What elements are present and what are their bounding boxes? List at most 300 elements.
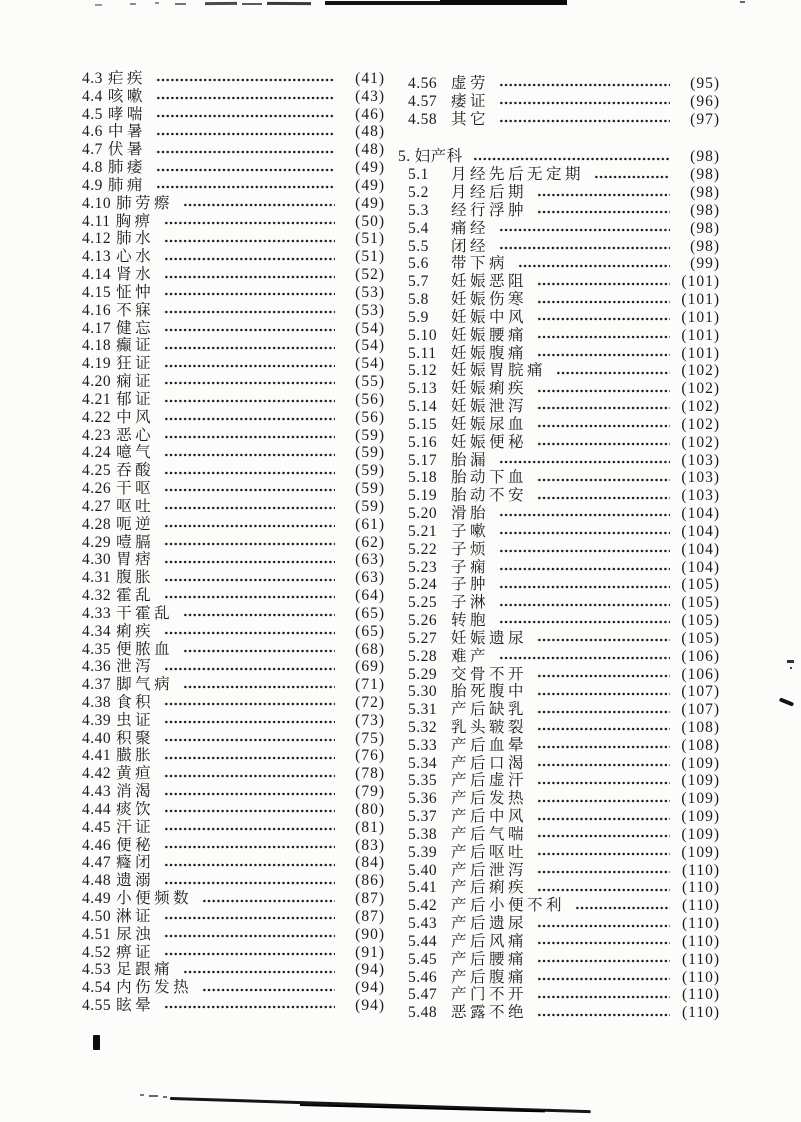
scan-smudge-top [175, 3, 186, 5]
entry-number: 5.2 [408, 184, 429, 202]
entry-title: 小便频数 [116, 890, 193, 908]
dot-leader [163, 736, 335, 744]
toc-entry [408, 933, 720, 951]
dot-leader [163, 700, 335, 708]
toc-entry [408, 327, 720, 345]
dot-leader [536, 191, 670, 199]
toc-entry [82, 123, 385, 141]
dot-leader [498, 226, 670, 234]
toc-entry [82, 159, 385, 177]
toc-entry [408, 469, 720, 487]
toc-entry [82, 337, 385, 355]
toc-entry [408, 541, 720, 559]
entry-number: 4.58 [408, 110, 438, 128]
entry-number: 5.43 [408, 915, 438, 933]
entry-page-number: (101) [681, 344, 720, 362]
entry-number: 4.13 [82, 248, 112, 266]
toc-entry [82, 498, 385, 516]
dot-leader [536, 422, 670, 430]
entry-number: 4.28 [82, 515, 112, 533]
dot-leader [536, 351, 670, 359]
entry-title: 产后口渴 [451, 754, 528, 772]
dot-leader [536, 280, 670, 288]
entry-page-number: (104) [681, 505, 720, 523]
toc-entry [408, 969, 720, 987]
entry-title: 妊娠尿血 [451, 415, 528, 433]
entry-page-number: (104) [681, 558, 720, 576]
dot-leader [536, 404, 670, 412]
dot-leader [163, 344, 335, 352]
entry-number: 5.19 [408, 487, 438, 505]
dot-leader [536, 797, 670, 805]
entry-number: 5.26 [408, 612, 438, 630]
entry-number: 5.1 [408, 166, 429, 184]
dot-leader [498, 583, 670, 591]
entry-number: 5.32 [408, 718, 438, 736]
entry-number: 4.17 [82, 319, 112, 337]
toc-entry [82, 765, 385, 783]
entry-page-number: (87) [355, 907, 385, 925]
entry-page-number: (95) [690, 75, 720, 92]
entry-title: 产后痢疾 [451, 879, 528, 897]
entry-number: 4.49 [82, 890, 112, 908]
entry-number: 5.27 [408, 629, 438, 647]
entry-number: 5.41 [408, 879, 438, 897]
scan-speck-right-margin [790, 667, 792, 669]
dot-leader [163, 576, 335, 584]
dot-leader [163, 950, 335, 958]
dot-leader [163, 237, 335, 245]
toc-entry [82, 926, 385, 944]
entry-number: 5.33 [408, 736, 438, 754]
entry-title: 月经后期 [451, 184, 528, 202]
toc-entry [408, 559, 720, 577]
entry-title: 月经先后无定期 [451, 166, 585, 184]
entry-page-number: (103) [681, 487, 720, 505]
entry-number: 4.31 [82, 569, 112, 587]
entry-page-number: (90) [355, 925, 385, 943]
entry-page-number: (98) [690, 201, 720, 219]
entry-page-number: (91) [355, 943, 385, 961]
entry-number: 5.15 [408, 415, 438, 433]
scan-speck-right-margin [787, 660, 794, 663]
entry-page-number: (63) [355, 569, 385, 587]
toc-entry [82, 213, 385, 231]
entry-page-number: (98) [690, 219, 720, 237]
entry-page-number: (106) [681, 647, 720, 665]
entry-page-number: (107) [681, 701, 720, 719]
entry-page-number: (81) [355, 818, 385, 836]
entry-page-number: (53) [355, 283, 385, 301]
scan-smudge-top [130, 3, 136, 5]
entry-number: 4.46 [82, 836, 112, 854]
toc-entry [408, 915, 720, 933]
entry-title: 伏暑 [107, 141, 146, 159]
entry-title: 虚劳 [451, 75, 490, 92]
entry-title: 哮喘 [107, 105, 146, 123]
dot-leader [163, 879, 335, 887]
toc-entry [408, 1004, 720, 1022]
entry-page-number: (109) [681, 808, 720, 826]
entry-title: 臌胀 [116, 747, 155, 765]
entry-title: 妊娠痢疾 [451, 380, 528, 398]
toc-entry [82, 783, 385, 801]
entry-number: 5.34 [408, 754, 438, 772]
entry-title: 产后发热 [451, 790, 528, 808]
dot-leader [498, 565, 670, 573]
entry-title: 干呕 [116, 480, 155, 498]
entry-page-number: (105) [681, 612, 720, 630]
entry-title: 狂证 [116, 355, 155, 373]
entry-number: 4.55 [82, 997, 112, 1015]
entry-number: 5.20 [408, 505, 438, 523]
toc-entry [82, 587, 385, 605]
dot-leader [574, 904, 670, 912]
entry-number: 5.17 [408, 451, 438, 469]
entry-number: 5.7 [408, 273, 429, 291]
entry-number: 5.21 [408, 522, 438, 540]
dot-leader [163, 273, 335, 281]
entry-page-number: (101) [681, 326, 720, 344]
entry-title: 肺水 [116, 230, 155, 248]
dot-leader [536, 708, 670, 716]
entry-page-number: (97) [690, 110, 720, 128]
toc-entry [408, 202, 720, 220]
entry-title: 滑胎 [451, 505, 490, 523]
entry-page-number: (102) [681, 415, 720, 433]
entry-title: 妊娠恶阻 [451, 273, 528, 291]
entry-number: 5.44 [408, 932, 438, 950]
dot-leader [182, 201, 335, 209]
entry-title: 胸痹 [115, 212, 154, 230]
entry-number: 4.47 [82, 854, 112, 872]
entry-number: 4.22 [82, 408, 112, 426]
entry-page-number: (48) [355, 141, 385, 159]
dot-leader [536, 476, 670, 484]
dot-leader [155, 166, 335, 174]
entry-page-number: (76) [355, 747, 385, 765]
dot-leader [536, 832, 670, 840]
entry-number: 4.16 [82, 301, 112, 319]
toc-entry [82, 141, 385, 159]
dot-leader [163, 469, 335, 477]
toc-entry [408, 666, 720, 684]
dot-leader [498, 618, 670, 626]
entry-title: 妊娠腹痛 [451, 344, 528, 362]
dot-leader [536, 440, 670, 448]
scan-smudge-top [155, 2, 159, 4]
entry-title: 痿证 [451, 92, 490, 110]
toc-entry [82, 480, 385, 498]
dot-leader [536, 333, 670, 341]
entry-number: 5.25 [408, 594, 438, 612]
dot-leader [163, 843, 335, 851]
entry-title: 干霍乱 [116, 604, 174, 622]
dot-leader [498, 547, 670, 555]
toc-entry [82, 88, 385, 106]
toc-entry [408, 879, 720, 897]
scan-smudge-top [267, 2, 311, 5]
entry-number: 5.22 [408, 540, 438, 558]
entry-page-number: (110) [682, 932, 720, 950]
entry-page-number: (107) [681, 683, 720, 701]
toc-entry [82, 623, 385, 641]
entry-page-number: (48) [355, 123, 385, 141]
entry-page-number: (50) [355, 212, 385, 230]
toc-entry [82, 872, 385, 890]
dot-leader [163, 593, 335, 601]
entry-number: 4.40 [82, 729, 112, 747]
entry-title: 产后遗尿 [451, 915, 528, 933]
entry-number: 4.42 [82, 765, 112, 783]
dot-leader [536, 957, 670, 965]
dot-leader [536, 690, 670, 698]
entry-number: 4.27 [82, 497, 112, 515]
entry-number: 5.16 [408, 433, 438, 451]
toc-entry [82, 230, 385, 248]
entry-title: 吞酸 [116, 462, 155, 480]
entry-number: 4.3 [82, 70, 103, 87]
toc-entry [408, 576, 720, 594]
entry-number: 5.35 [408, 772, 438, 790]
entry-number: 4.35 [82, 640, 112, 658]
entry-number: 5. [398, 148, 411, 166]
toc-entry [408, 737, 720, 755]
toc-entry [408, 523, 720, 541]
toc-entry [398, 148, 720, 166]
dot-leader [163, 326, 335, 334]
toc-entry [408, 808, 720, 826]
entry-page-number: (54) [355, 355, 385, 373]
toc-entry [408, 612, 720, 630]
toc-entry [408, 505, 720, 523]
entry-title: 足跟痛 [116, 961, 174, 979]
scan-speck-bottom [163, 1096, 167, 1098]
dot-leader [536, 922, 670, 930]
toc-entry [82, 944, 385, 962]
entry-title: 产后腰痛 [451, 950, 528, 968]
toc-entry [408, 630, 720, 648]
entry-title: 产后呕吐 [451, 843, 528, 861]
entry-title: 难产 [451, 647, 490, 665]
entry-page-number: (98) [690, 237, 720, 255]
entry-title: 中风 [116, 408, 155, 426]
entry-title: 痹证 [116, 943, 155, 961]
entry-number: 4.18 [82, 337, 112, 355]
entry-page-number: (46) [355, 105, 385, 123]
entry-page-number: (75) [355, 729, 385, 747]
toc-entry [408, 75, 720, 93]
entry-number: 4.33 [82, 604, 112, 622]
toc-entry [408, 986, 720, 1004]
entry-number: 5.14 [408, 398, 438, 416]
entry-number: 4.9 [82, 176, 103, 194]
toc-entry [408, 755, 720, 773]
entry-page-number: (102) [681, 433, 720, 451]
entry-title: 泄泻 [116, 658, 155, 676]
entry-title: 子淋 [451, 594, 490, 612]
entry-number: 4.7 [82, 141, 103, 159]
entry-page-number: (68) [355, 640, 385, 658]
entry-page-number: (103) [681, 451, 720, 469]
dot-leader [163, 397, 335, 405]
dot-leader [163, 754, 335, 762]
entry-title: 转胞 [451, 612, 490, 630]
toc-entry [82, 979, 385, 997]
entry-page-number: (71) [355, 676, 385, 694]
toc-entry [82, 177, 385, 195]
scan-speck [740, 1, 745, 3]
scan-smudge-top [242, 3, 262, 5]
entry-title: 经行浮肿 [451, 201, 528, 219]
entry-number: 4.23 [82, 426, 112, 444]
toc-entry [408, 309, 720, 327]
entry-title: 虫证 [116, 711, 155, 729]
entry-number: 4.11 [82, 212, 111, 230]
dot-leader [163, 219, 335, 227]
entry-title: 健忘 [116, 319, 155, 337]
entry-number: 5.5 [408, 237, 429, 255]
entry-page-number: (94) [355, 997, 385, 1015]
toc-entry [82, 409, 385, 427]
dot-leader [536, 743, 670, 751]
entry-number: 4.52 [82, 943, 112, 961]
dot-leader [182, 683, 335, 691]
dot-leader [163, 415, 335, 423]
entry-title: 肾水 [116, 266, 155, 284]
entry-number: 4.45 [82, 818, 112, 836]
toc-entry [82, 516, 385, 534]
entry-number: 4.25 [82, 462, 112, 480]
dot-leader [163, 629, 335, 637]
toc-entry [82, 462, 385, 480]
dot-leader [163, 790, 335, 798]
dot-leader [155, 112, 335, 120]
entry-number: 4.20 [82, 373, 112, 391]
dot-leader [163, 255, 335, 263]
entry-number: 4.32 [82, 587, 112, 605]
entry-page-number: (110) [682, 1004, 720, 1022]
dot-leader [536, 725, 670, 733]
entry-number: 4.14 [82, 266, 112, 284]
toc-entry [408, 166, 720, 184]
entry-number: 4.5 [82, 105, 103, 123]
entry-page-number: (51) [355, 248, 385, 266]
dot-leader [163, 861, 335, 869]
entry-number: 5.40 [408, 861, 438, 879]
entry-title: 胃痞 [116, 551, 155, 569]
entry-title: 疟疾 [107, 70, 146, 87]
toc-entry [408, 701, 720, 719]
entry-title: 眩晕 [116, 997, 155, 1015]
entry-title: 噫气 [116, 444, 155, 462]
toc-entry [408, 844, 720, 862]
entry-title: 内伤发热 [116, 979, 193, 997]
toc-entry [408, 93, 720, 111]
toc-entry [408, 862, 720, 880]
dot-leader [155, 94, 335, 102]
toc-entry [408, 273, 720, 291]
toc-entry [82, 302, 385, 320]
dot-leader [536, 387, 670, 395]
entry-title: 黄疸 [116, 765, 155, 783]
entry-page-number: (49) [355, 194, 385, 212]
dot-leader [163, 932, 335, 940]
entry-number: 5.9 [408, 308, 429, 326]
entry-title: 心水 [116, 248, 155, 266]
entry-number: 5.42 [408, 897, 438, 915]
entry-number: 4.57 [408, 92, 438, 110]
entry-page-number: (63) [355, 551, 385, 569]
entry-number: 5.48 [408, 1004, 438, 1022]
entry-title: 产后泄泻 [451, 861, 528, 879]
entry-page-number: (59) [355, 480, 385, 498]
entry-title: 子烦 [451, 540, 490, 558]
entry-title: 霍乱 [116, 587, 155, 605]
entry-number: 4.53 [82, 961, 112, 979]
entry-number: 5.47 [408, 986, 438, 1004]
toc-entry [408, 416, 720, 434]
entry-number: 4.50 [82, 907, 112, 925]
entry-title: 妊娠泄泻 [451, 398, 528, 416]
entry-page-number: (108) [681, 718, 720, 736]
entry-page-number: (41) [355, 70, 385, 87]
entry-page-number: (101) [681, 308, 720, 326]
toc-entry [408, 826, 720, 844]
entry-title: 产后中风 [451, 808, 528, 826]
toc-entry [82, 747, 385, 765]
toc-entry [82, 676, 385, 694]
dot-leader [201, 986, 335, 994]
entry-page-number: (72) [355, 693, 385, 711]
entry-title: 妊娠腰痛 [451, 326, 528, 344]
scan-speck-bottom [140, 1094, 144, 1096]
entry-number: 4.26 [82, 480, 112, 498]
entry-number: 4.36 [82, 658, 112, 676]
dot-leader [163, 665, 335, 673]
entry-page-number: (99) [690, 255, 720, 273]
entry-number: 5.10 [408, 326, 438, 344]
scan-smudge-top [95, 4, 102, 6]
dot-leader [498, 99, 670, 107]
toc-entry [82, 70, 385, 88]
entry-page-number: (69) [355, 658, 385, 676]
entry-title: 中暑 [107, 123, 146, 141]
entry-number: 4.38 [82, 693, 112, 711]
entry-number: 5.39 [408, 843, 438, 861]
toc-entry [408, 487, 720, 505]
toc-entry [82, 908, 385, 926]
entry-title: 产后缺乳 [451, 701, 528, 719]
entry-title: 恶心 [116, 426, 155, 444]
entry-page-number: (59) [355, 426, 385, 444]
toc-entry [408, 648, 720, 666]
entry-title: 呕吐 [116, 497, 155, 515]
entry-title: 肺痿 [107, 159, 146, 177]
entry-number: 4.41 [82, 747, 112, 765]
entry-title: 子嗽 [451, 522, 490, 540]
dot-leader [536, 761, 670, 769]
entry-title: 产后血晕 [451, 736, 528, 754]
dot-leader [163, 504, 335, 512]
entry-page-number: (86) [355, 872, 385, 890]
entry-title: 便秘 [116, 836, 155, 854]
entry-title: 产后气喘 [451, 825, 528, 843]
entry-page-number: (102) [681, 362, 720, 380]
entry-title: 痫证 [116, 373, 155, 391]
dot-leader [163, 379, 335, 387]
entry-title: 胎动不安 [451, 487, 528, 505]
